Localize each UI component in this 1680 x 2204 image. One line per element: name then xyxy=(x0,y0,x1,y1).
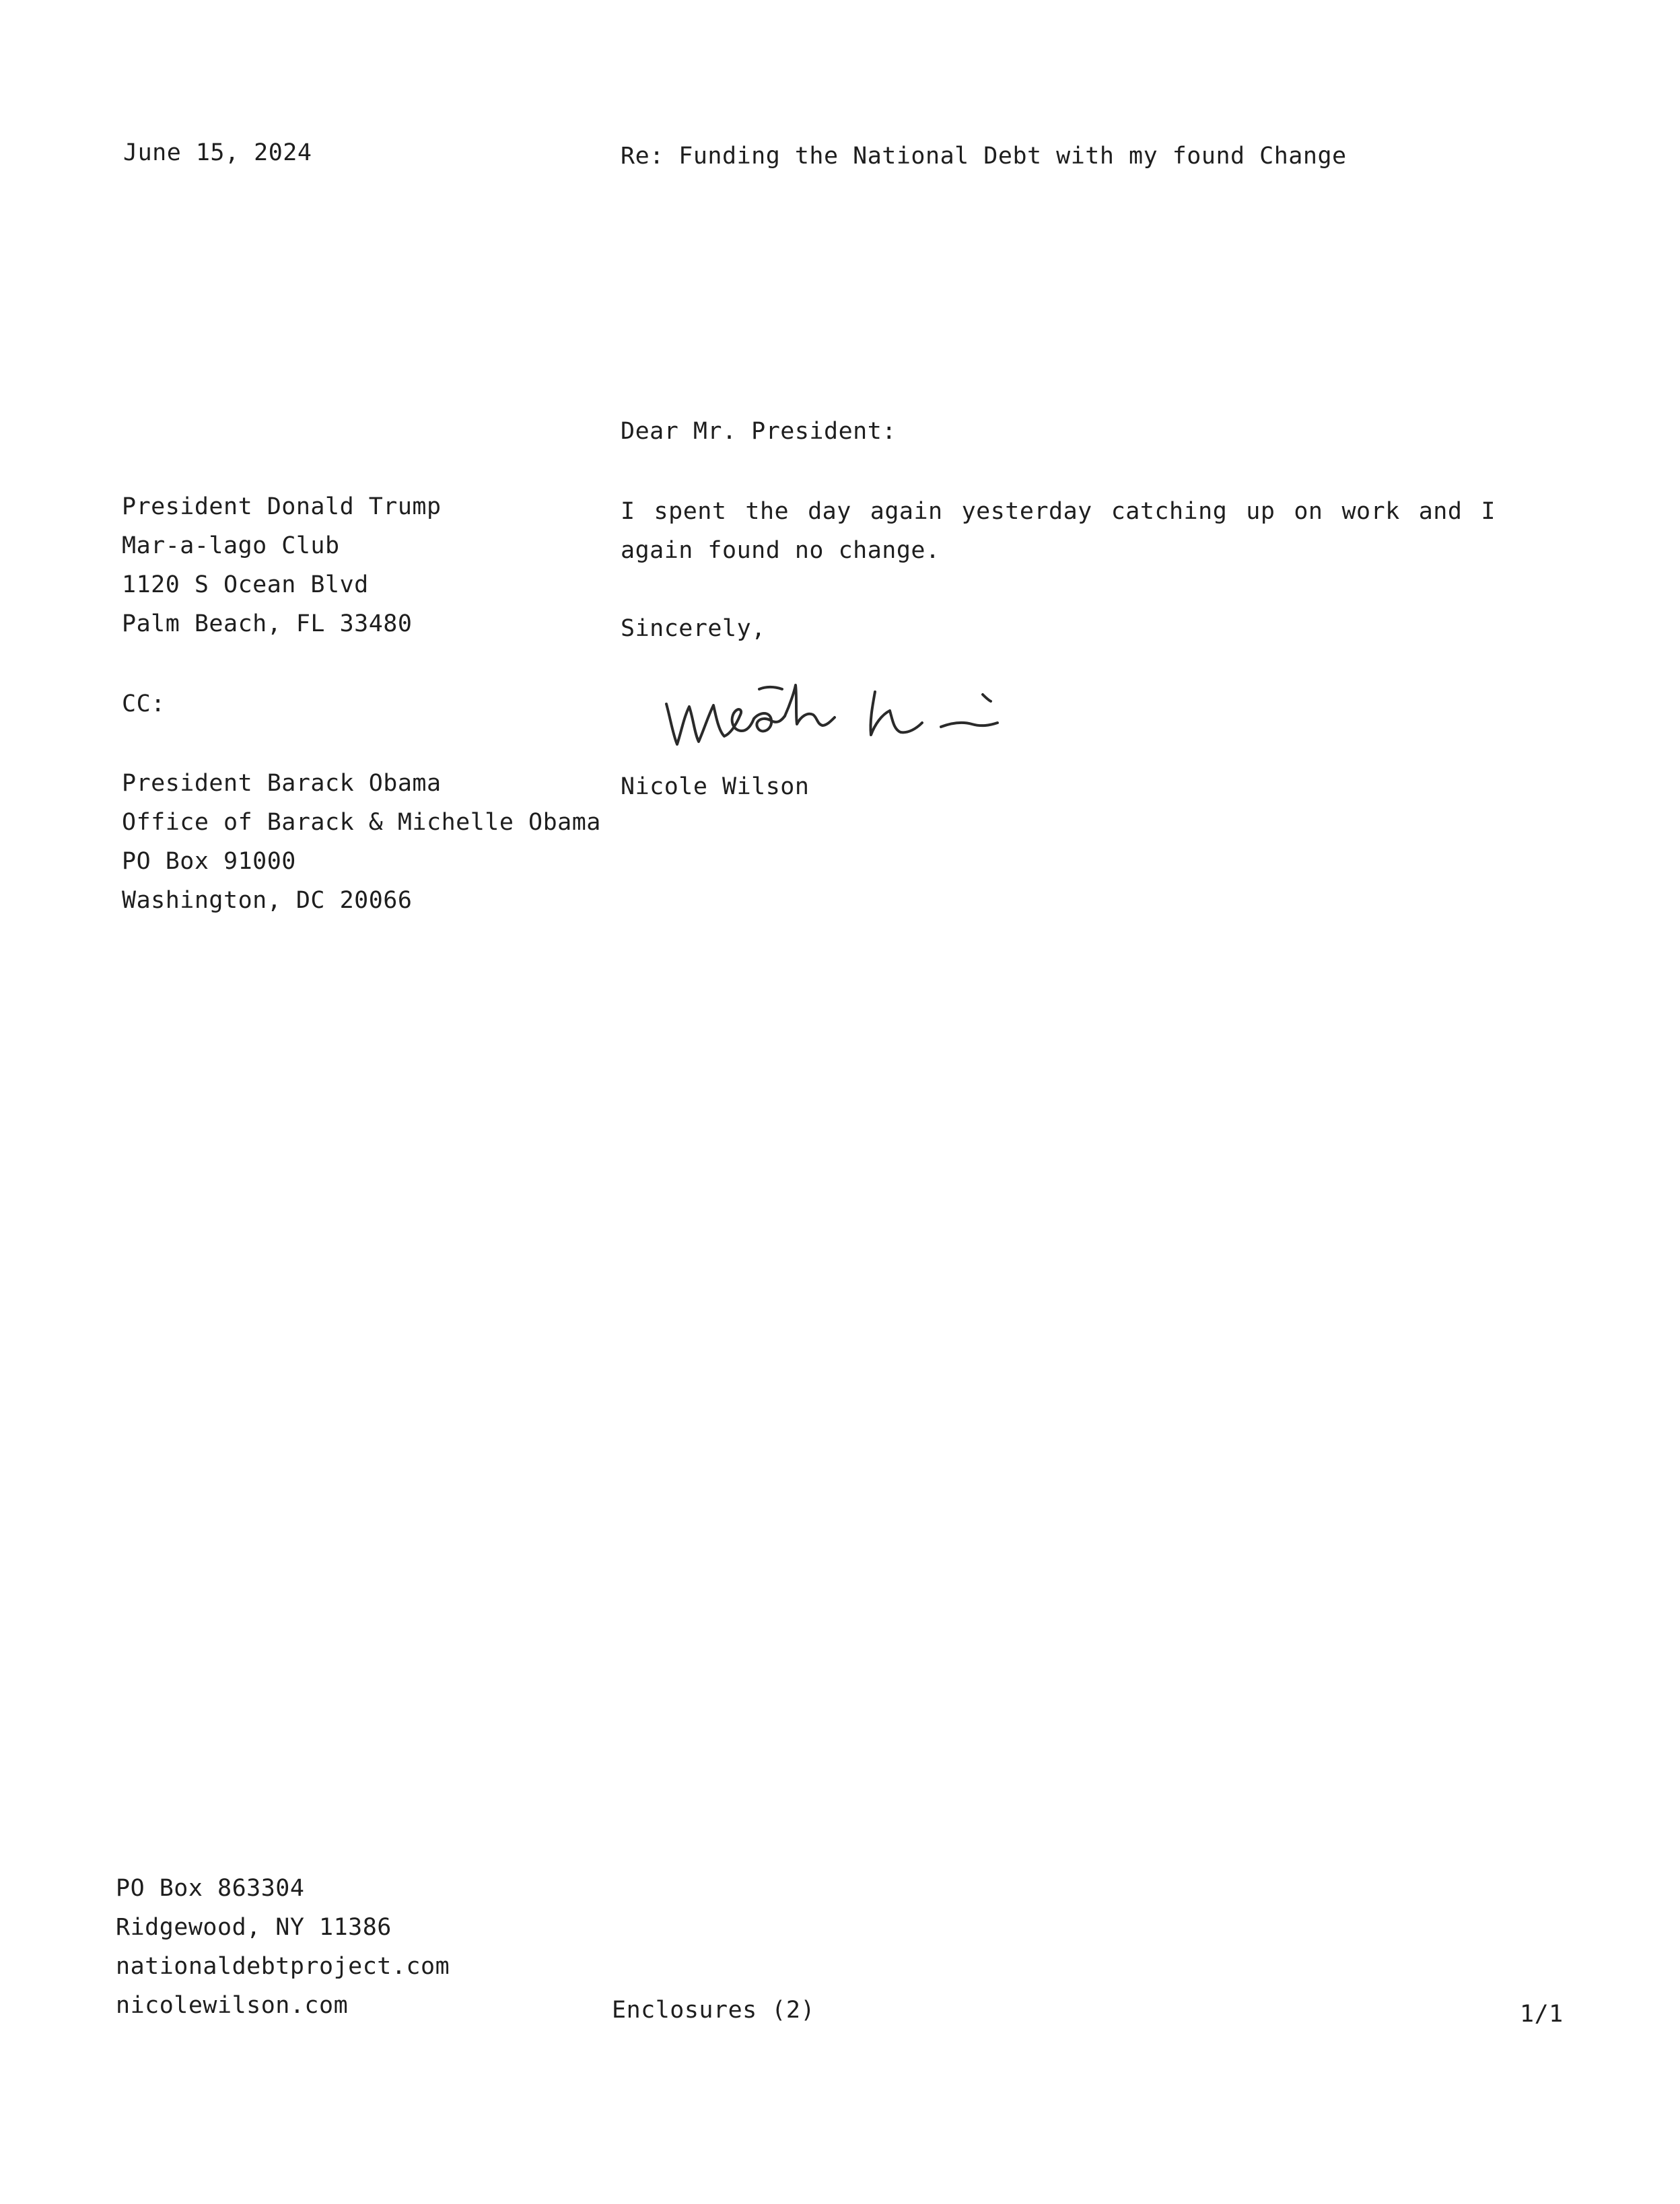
cc-label: CC: xyxy=(122,690,166,717)
sender-line: nationaldebtproject.com xyxy=(116,1953,450,1980)
enclosures-note: Enclosures (2) xyxy=(612,1997,816,2024)
cc-line: President Barack Obama xyxy=(122,770,442,797)
cc-line: Washington, DC 20066 xyxy=(122,887,413,914)
cc-line: Office of Barack & Michelle Obama xyxy=(122,809,601,836)
recipient-line: 1120 S Ocean Blvd xyxy=(122,571,369,598)
letter-salutation: Dear Mr. President: xyxy=(621,418,897,445)
letter-body: I spent the day again yesterday catching up on work and I again found no change. xyxy=(621,498,1496,564)
page-number: 1/1 xyxy=(1520,2001,1564,2028)
cc-address xyxy=(122,764,601,920)
letter-date: June 15, 2024 xyxy=(123,139,312,166)
sender-line: PO Box 863304 xyxy=(116,1875,305,1902)
sender-line: nicolewilson.com xyxy=(116,1992,349,2019)
sender-line: Ridgewood, NY 11386 xyxy=(116,1914,392,1941)
handwritten-signature xyxy=(658,677,1022,758)
letter-closing: Sincerely, xyxy=(621,615,766,642)
signature-name: Nicole Wilson xyxy=(621,773,810,800)
sender-address xyxy=(116,1869,450,2025)
recipient-line: Palm Beach, FL 33480 xyxy=(122,610,413,637)
letter-subject: Re: Funding the National Debt with my found Change xyxy=(621,143,1347,170)
recipient-address xyxy=(122,487,442,643)
cc-line: PO Box 91000 xyxy=(122,848,296,875)
recipient-line: President Donald Trump xyxy=(122,493,442,520)
recipient-line: Mar-a-lago Club xyxy=(122,532,340,559)
